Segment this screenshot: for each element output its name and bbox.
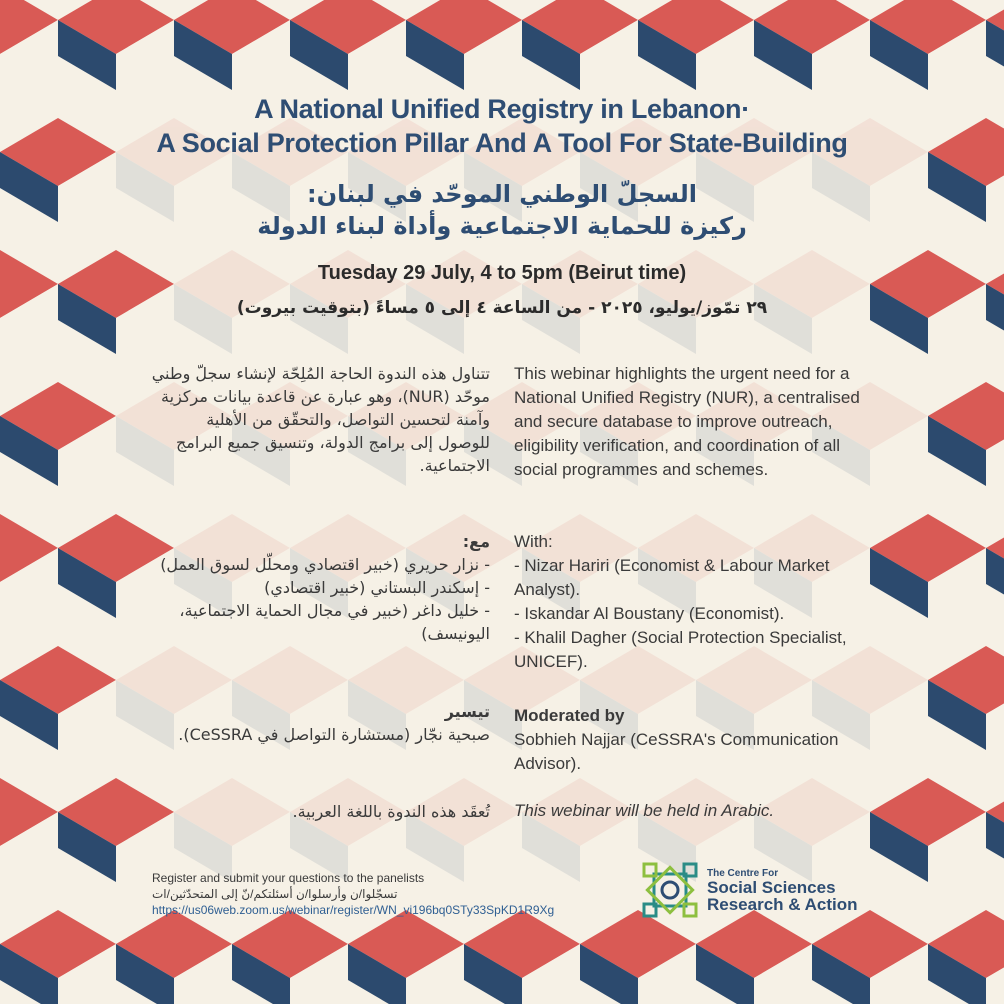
- with-label-arabic: مع:: [462, 532, 490, 551]
- title-english-line1: A National Unified Registry in Lebanon·: [254, 94, 750, 124]
- title-arabic-line1: السجلّ الوطني الموحّد في لبنان:: [307, 180, 697, 208]
- title-arabic: [150, 178, 854, 242]
- language-note-english: This webinar will be held in Arabic.: [514, 801, 775, 820]
- moderator-name-arabic: صبحية نجّار (مستشارة التواصل في CeSSRA).: [178, 725, 490, 744]
- logo-line1: The Centre For: [707, 868, 779, 879]
- panelist-3-arabic: - خليل داغر (خبير في مجال الحماية الاجتماعية، اليونيسف): [179, 601, 490, 643]
- moderator-english: [514, 704, 866, 776]
- title-english-line2: A Social Protection Pillar And A Tool For State-Building: [156, 128, 848, 158]
- moderated-label-arabic: تيسير: [444, 702, 490, 721]
- moderator-arabic: [150, 700, 490, 746]
- panelists-arabic: [150, 530, 490, 645]
- registration-link[interactable]: https://us06web.zoom.us/webinar/register/WN_vi196bq0STy33SpKD1R9Xg: [152, 903, 555, 917]
- date-arabic: ٢٩ تمّوز/يوليو، ٢٠٢٥ - من الساعة ٤ إلى ٥ مساءً (بتوقيت بيروت): [236, 298, 768, 318]
- title-arabic-line2: ركيزة للحماية الاجتماعية وأداة لبناء الدولة: [257, 212, 747, 240]
- title-english: [150, 92, 854, 160]
- registration-text-english: Register and submit your questions to the panelists: [152, 871, 425, 885]
- panelist-1-english: - Nizar Hariri (Economist & Labour Market Analyst).: [514, 556, 830, 599]
- date-english: Tuesday 29 July, 4 to 5pm (Beirut time): [317, 262, 687, 284]
- panelist-2-english: - Iskandar Al Boustany (Economist).: [514, 604, 785, 623]
- registration-text-arabic: تسجّلوا/ن وأرسلوا/ن أسئلتكم/نّ إلى المتحدّثين/ات: [152, 887, 398, 901]
- moderator-name-english: Sobhieh Najjar (CeSSRA's Communication Advisor).: [514, 730, 839, 773]
- with-label-english: With:: [514, 532, 553, 551]
- language-note-arabic: تُعقَد هذه الندوة باللغة العربية.: [292, 802, 490, 821]
- logo-line2: Social Sciences: [707, 878, 836, 897]
- panelist-2-arabic: - إسكندر البستاني (خبير اقتصادي): [264, 578, 490, 597]
- logo-line3: Research & Action: [707, 895, 858, 914]
- description-english: This webinar highlights the urgent need for a National Unified Registry (NUR), a centralised and secure database to improve outreach, eligibility verification, and coordination of all social programmes and schemes.: [514, 364, 860, 479]
- logo-text: [707, 868, 858, 913]
- panelist-1-arabic: - نزار حريري (خبير اقتصادي ومحلّل لسوق العمل): [160, 555, 490, 574]
- description-arabic: تتناول هذه الندوة الحاجة المُلِحّة لإنشاء سجلّ وطني موحّد (NUR)، وهو عبارة عن قاعدة بيانات مركزية وآمنة لتحسين التواصل، والتحقّق من الأهلية للوصول إلى برامج الدولة، وتنسيق جميع البرامج الاجتماعية.: [151, 364, 490, 475]
- panelist-3-english: - Khalil Dagher (Social Protection Specialist, UNICEF).: [514, 628, 847, 671]
- registration-block: [152, 870, 622, 918]
- moderated-label-english: Moderated by: [514, 706, 625, 725]
- panelists-english: [514, 530, 866, 674]
- cessra-logo: [640, 860, 860, 920]
- geometric-star-logo-icon: [640, 860, 700, 920]
